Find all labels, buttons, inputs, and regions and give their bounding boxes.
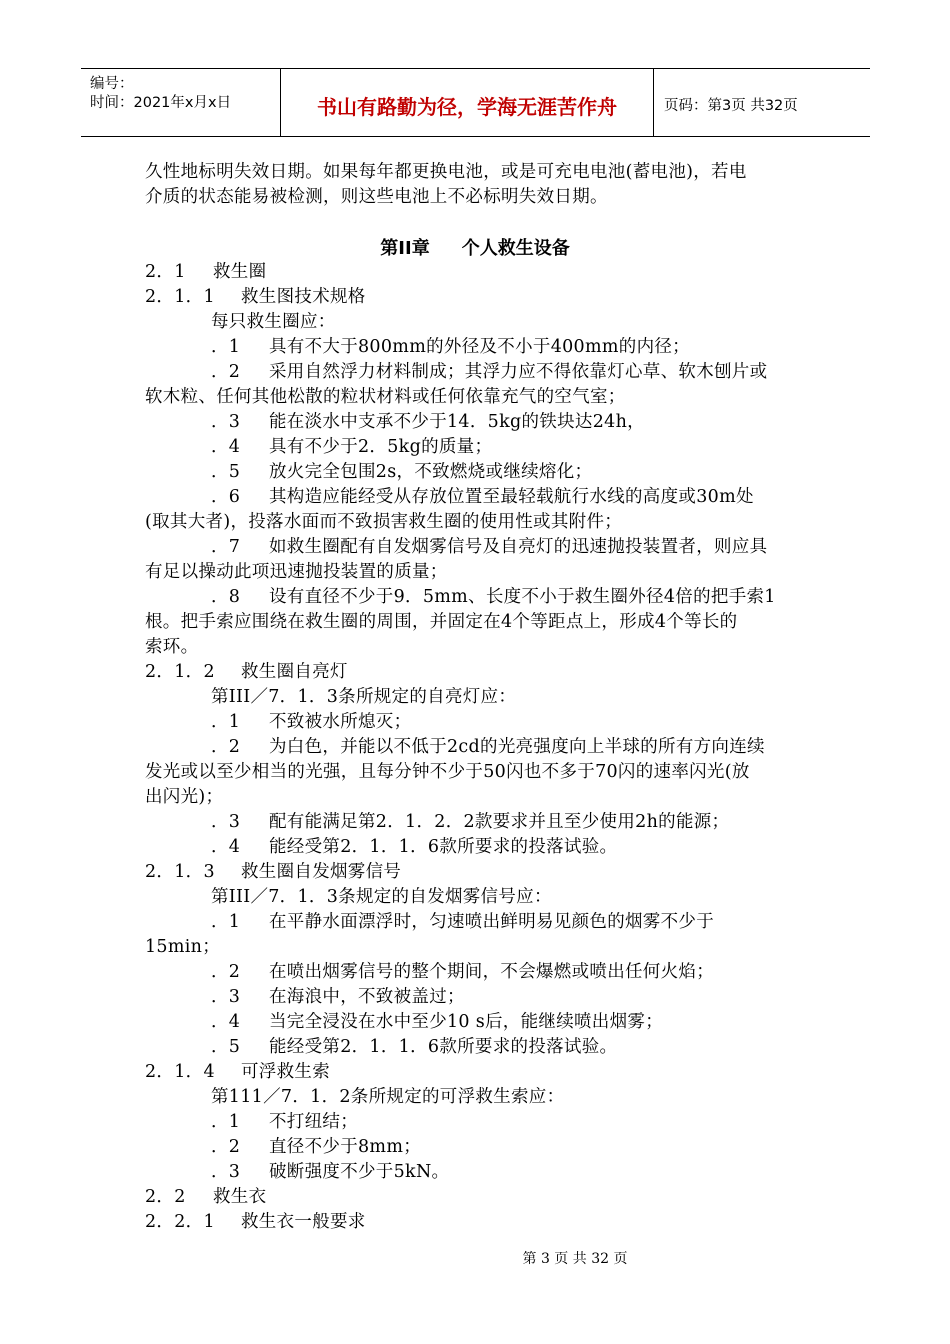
paragraph-lead: 第111／7．1．2条所规定的可浮救生索应： — [211, 1087, 565, 1107]
page-header — [81, 68, 870, 137]
list-item: ．1 不打纽结； — [211, 1112, 358, 1132]
header-date: 时间：2021年x月x日 — [90, 95, 232, 111]
subsection-heading: 2．1．4 可浮救生索 — [145, 1062, 330, 1082]
list-item: ．1 在平静水面漂浮时，匀速喷出鲜明易见颜色的烟雾不少于 — [211, 912, 714, 932]
list-item: ．5 能经受第2．1．1．6款所要求的投落试验。 — [211, 1037, 618, 1057]
chapter-title: 个人救生设备 — [461, 238, 570, 259]
section-heading: 2．2 救生衣 — [145, 1187, 267, 1207]
list-item-cont: 发光或以至少相当的光强，且每分钟不少于50闪也不多于70闪的速率闪光(放 — [145, 762, 750, 782]
list-item: ．5 放火完全包围2s，不致燃烧或继续熔化； — [211, 462, 593, 482]
list-item: ．1 具有不大于800mm的外径及不小于400mm的内径； — [211, 337, 690, 357]
list-item: ．3 破断强度不少于5kN。 — [211, 1162, 450, 1182]
list-item: ．3 在海浪中，不致被盖过； — [211, 987, 465, 1007]
list-item-cont: 有足以操动此项迅速抛投装置的质量； — [145, 562, 448, 582]
header-number: 编号： — [90, 76, 134, 92]
list-item: ．4 能经受第2．1．1．6款所要求的投落试验。 — [211, 837, 618, 857]
list-item-cont: 出闪光)； — [145, 787, 224, 807]
list-item: ．7 如救生圈配有自发烟雾信号及自亮灯的迅速抛投装置者，则应具 — [211, 537, 768, 557]
list-item: ．1 不致被水所熄灭； — [211, 712, 412, 732]
list-item: ．6 其构造应能经受从存放位置至最轻载航行水线的高度或30m处 — [211, 487, 754, 507]
paragraph-lead: 第III／7．1．3条规定的自发烟雾信号应： — [211, 887, 552, 907]
list-item: ．4 具有不少于2．5kg的质量； — [211, 437, 493, 457]
header-info — [81, 69, 281, 136]
list-item-cont: 索环。 — [145, 637, 199, 657]
list-item: ．3 配有能满足第2．1．2．2款要求并且至少使用2h的能源； — [211, 812, 730, 832]
intro-line-1: 久性地标明失效日期。如果每年都更换电池，或是可充电电池(蓄电池)，若电 — [145, 162, 747, 182]
subsection-heading: 2．1．2 救生圈自亮灯 — [145, 662, 348, 682]
subsection-heading: 2．1．3 救生圈自发烟雾信号 — [145, 862, 402, 882]
chapter-number: 第II章 — [380, 238, 430, 259]
list-item-cont: (取其大者)，投落水面而不致损害救生圈的使用性或其附件； — [145, 512, 623, 532]
page-footer: 第 3 页 共 32 页 — [522, 1251, 628, 1267]
paragraph-lead: 每只救生圈应： — [211, 312, 336, 332]
list-item-cont: 根。把手索应围绕在救生圈的周围，并固定在4个等距点上，形成4个等长的 — [145, 612, 738, 632]
header-motto: 书山有路勤为径，学海无涯苦作舟 — [281, 69, 654, 136]
list-item: ．4 当完全浸没在水中至少10 s后，能继续喷出烟雾； — [211, 1012, 664, 1032]
section-heading: 2．1 救生圈 — [145, 262, 267, 282]
list-item: ．2 为白色，并能以不低于2cd的光亮强度向上半球的所有方向连续 — [211, 737, 765, 757]
paragraph-lead: 第III／7．1．3条所规定的自亮灯应： — [211, 687, 517, 707]
subsection-heading: 2．1．1 救生图技术规格 — [145, 287, 366, 307]
list-item: ．2 直径不少于8mm； — [211, 1137, 422, 1157]
list-item-cont: 15min； — [145, 937, 221, 957]
list-item: ．2 采用自然浮力材料制成；其浮力应不得依靠灯心草、软木刨片或 — [211, 362, 768, 382]
chapter-heading — [0, 234, 950, 260]
header-page-code: 页码：第3页 共32页 — [664, 98, 798, 114]
subsection-heading: 2．2．1 救生衣一般要求 — [145, 1212, 366, 1232]
list-item: ．2 在喷出烟雾信号的整个期间，不会爆燃或喷出任何火焰； — [211, 962, 714, 982]
list-item-cont: 软木粒、任何其他松散的粒状材料或任何依靠充气的空气室； — [145, 387, 626, 407]
list-item: ．8 设有直径不少于9．5mm、长度不小于救生圈外径4倍的把手索1 — [211, 587, 776, 607]
intro-line-2: 介质的状态能易被检测，则这些电池上不必标明失效日期。 — [145, 187, 608, 207]
list-item: ．3 能在淡水中支承不少于14．5kg的铁块达24h， — [211, 412, 645, 432]
